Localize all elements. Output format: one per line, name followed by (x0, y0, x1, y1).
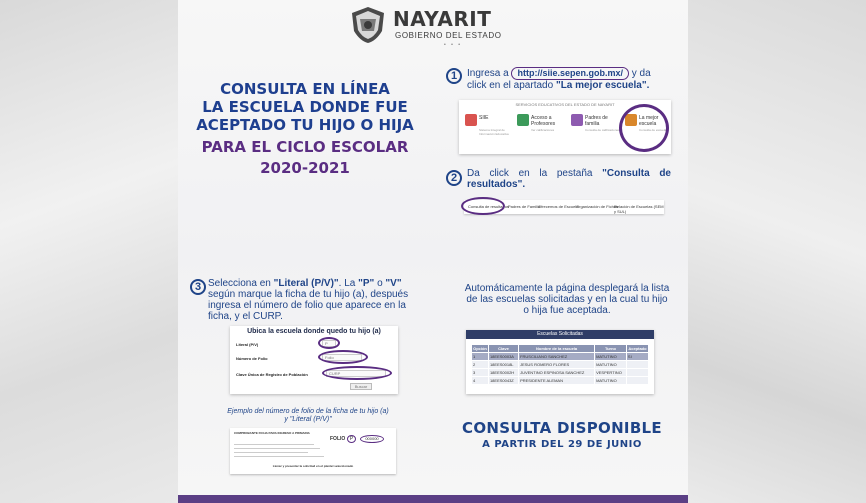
nayarit-logo (348, 5, 504, 47)
col-header: Turno (595, 345, 627, 353)
step-2-highlight: "Consulta de resultados". (467, 168, 671, 190)
table-cell: JESUS ROMERO FLORES (519, 361, 595, 369)
table-cell: 18EES0003A (488, 353, 518, 361)
highlight-ring (461, 197, 505, 215)
table-cell: MATUTINO (595, 361, 627, 369)
search-button[interactable]: Buscar (350, 383, 372, 390)
ticket-line (234, 452, 308, 453)
example-line-1: Ejemplo del número de folio de la ficha de tu hijo (a) (227, 408, 389, 415)
highlight-ring (619, 104, 669, 152)
state-shield-icon (348, 5, 388, 45)
siie-item-icon (465, 114, 477, 126)
disponible-title: CONSULTA DISPONIBLE (462, 419, 662, 437)
step-1-mid: y da click en el apartado (467, 68, 651, 91)
highlight-oval (318, 337, 340, 349)
tab-padres[interactable]: Padres de Familia (508, 204, 541, 209)
tab-fichas[interactable]: Organización de Fichas (576, 204, 619, 209)
ticket-line (234, 444, 314, 445)
background-right (688, 0, 866, 503)
folio-number: 000000 (360, 435, 384, 443)
table-cell: 1 (472, 353, 489, 361)
example-line-2: y "Literal (P/V)" (284, 416, 332, 423)
table-cell (626, 369, 648, 377)
step-1-text (467, 67, 671, 91)
table-row (472, 377, 649, 385)
col-header: Nombre de la escuela (519, 345, 595, 353)
step-2-number: 2 (446, 170, 462, 186)
col-header: Aceptado (628, 346, 647, 351)
table-cell: 4 (472, 377, 489, 385)
siie-item-sub: Consulta de calificaciones (585, 128, 620, 132)
table-row (472, 369, 649, 377)
escuelas-table-card (466, 330, 654, 394)
siie-item[interactable] (571, 114, 621, 146)
step-2-text (467, 168, 671, 190)
step-3-text (208, 278, 414, 322)
siie-url-link[interactable]: http://siie.sepen.gob.mx/ (511, 67, 629, 80)
tab-relacion[interactable]: Relación de Escuelas (SEM y SUL) (614, 204, 664, 214)
folio-ticket-example (230, 428, 396, 474)
step-3-text-d: según marque la ficha de tu hijo (a), después ingresa el número de folio que aparece en la ficha, y el CURP. (208, 289, 409, 322)
step-1-intro: Ingresa a (467, 68, 509, 79)
title-year: 2020-2021 (260, 159, 350, 177)
title-line-4: PARA EL CICLO ESCOLAR (201, 138, 409, 156)
table-row (472, 353, 649, 361)
table-cell (626, 361, 648, 369)
siie-item-icon (571, 114, 583, 126)
highlight-oval (318, 350, 368, 364)
ticket-line (234, 448, 320, 449)
folio-label: FOLIO (330, 436, 346, 442)
table-cell: PRESIDENTE ALEMAN (519, 377, 595, 385)
table-cell: 18EES0002H (488, 369, 518, 377)
step-3-text-b: . La (338, 278, 356, 289)
col-header: Clave (488, 345, 518, 353)
tab-ofrecemos[interactable]: Ofrecemos de Escuela (538, 204, 579, 209)
siie-item[interactable] (517, 114, 567, 146)
title-line-1: CONSULTA EN LÍNEA (220, 80, 390, 98)
siie-item[interactable] (465, 114, 515, 146)
siie-item-label: La mejor escuela (639, 115, 659, 127)
curp-label: Clave Única de Registro de Población (236, 372, 308, 377)
step-3-literal: "Literal (P/V)" (273, 278, 339, 289)
highlight-oval (322, 366, 392, 380)
col-header: Opción (473, 346, 487, 351)
siie-item-sub: Sistema Integral de Información Educativa (479, 128, 509, 136)
logo-name: NAYARIT (393, 7, 492, 31)
step-3-v: "V" (385, 278, 402, 289)
title-line-3: ACEPTADO TU HIJO O HIJA (196, 116, 414, 134)
ticket-line (234, 456, 324, 457)
literal-select[interactable]: P (322, 340, 336, 347)
siie-item-label: SIIE (479, 115, 489, 121)
results-tabs (464, 200, 664, 214)
background-left (0, 0, 178, 503)
table-cell (626, 377, 648, 385)
table-cell: 18EES0018L (488, 361, 518, 369)
form-title: Ubica la escuela donde quedo tu hijo (a) (247, 328, 381, 335)
folio-note: Llenar y presentar la solicitud en el plantel seleccionado (272, 464, 354, 468)
curp-input[interactable]: CURP (326, 370, 386, 377)
step-2-intro: Da click en la pestaña (467, 168, 593, 179)
table-cell: 3 (472, 369, 489, 377)
literal-label: Literal (P/V) (236, 342, 259, 347)
siie-item-sub: Consulta de escuelas (639, 128, 668, 132)
step-3-p: "P" (358, 278, 375, 289)
logo-dots: • • • (444, 42, 463, 48)
table-cell: VESPERTINO (595, 369, 627, 377)
step-1-highlight: "La mejor escuela". (555, 80, 650, 91)
siie-item-sub: Ver calificaciones (531, 128, 555, 132)
table-cell: JUVENTINO ESPINOSA SANCHEZ (519, 369, 595, 377)
folio-example-caption (218, 408, 398, 424)
table-cell: MATUTINO (595, 353, 627, 361)
table-title: Escuelas Solicitadas (466, 330, 654, 339)
table-cell: FRUSCILIANO SANCHEZ (519, 353, 595, 361)
folio-label: Número de Folio (236, 356, 268, 361)
step-1-number: 1 (446, 68, 462, 84)
logo-subtitle: GOBIERNO DEL ESTADO (395, 31, 502, 40)
table-header-row (472, 345, 649, 353)
folio-header: COMPROBANTE FICHA PARA INGRESO A PRIMARIA (234, 431, 310, 435)
table-cell: 18EES0043Z (488, 377, 518, 385)
table-cell: MATUTINO (595, 377, 627, 385)
step-3-number: 3 (190, 279, 206, 295)
siie-portal-screenshot (459, 100, 671, 154)
step-3-text-c: o (377, 278, 383, 289)
siie-header: SERVICIOS EDUCATIVOS DEL ESTADO DE NAYARIT (515, 102, 615, 107)
folio-input[interactable]: Folio (322, 354, 362, 361)
siie-item-label: Padres de familia (585, 115, 608, 127)
title-line-2: LA ESCUELA DONDE FUE (202, 98, 408, 116)
table-cell: SI (626, 353, 648, 361)
disponible-date: A PARTIR DEL 29 DE JUNIO (482, 439, 642, 450)
siie-item-label: Acceso a Profesores (531, 115, 556, 127)
auto-display-text: Automáticamente la página desplegará la lista de las escuelas solicitadas y en la cual tu hijo o hija fue aceptada. (464, 283, 670, 316)
escuelas-table (471, 344, 649, 385)
siie-item-icon (517, 114, 529, 126)
main-title (180, 80, 430, 178)
tab-consulta-resultados[interactable]: Consulta de resultados (468, 204, 509, 209)
bottom-bar (178, 495, 688, 503)
step-3-intro: Selecciona en (208, 278, 271, 289)
table-cell: 2 (472, 361, 489, 369)
search-form (230, 326, 398, 394)
table-row (472, 361, 649, 369)
folio-literal: P (347, 435, 356, 443)
poster (178, 0, 688, 503)
